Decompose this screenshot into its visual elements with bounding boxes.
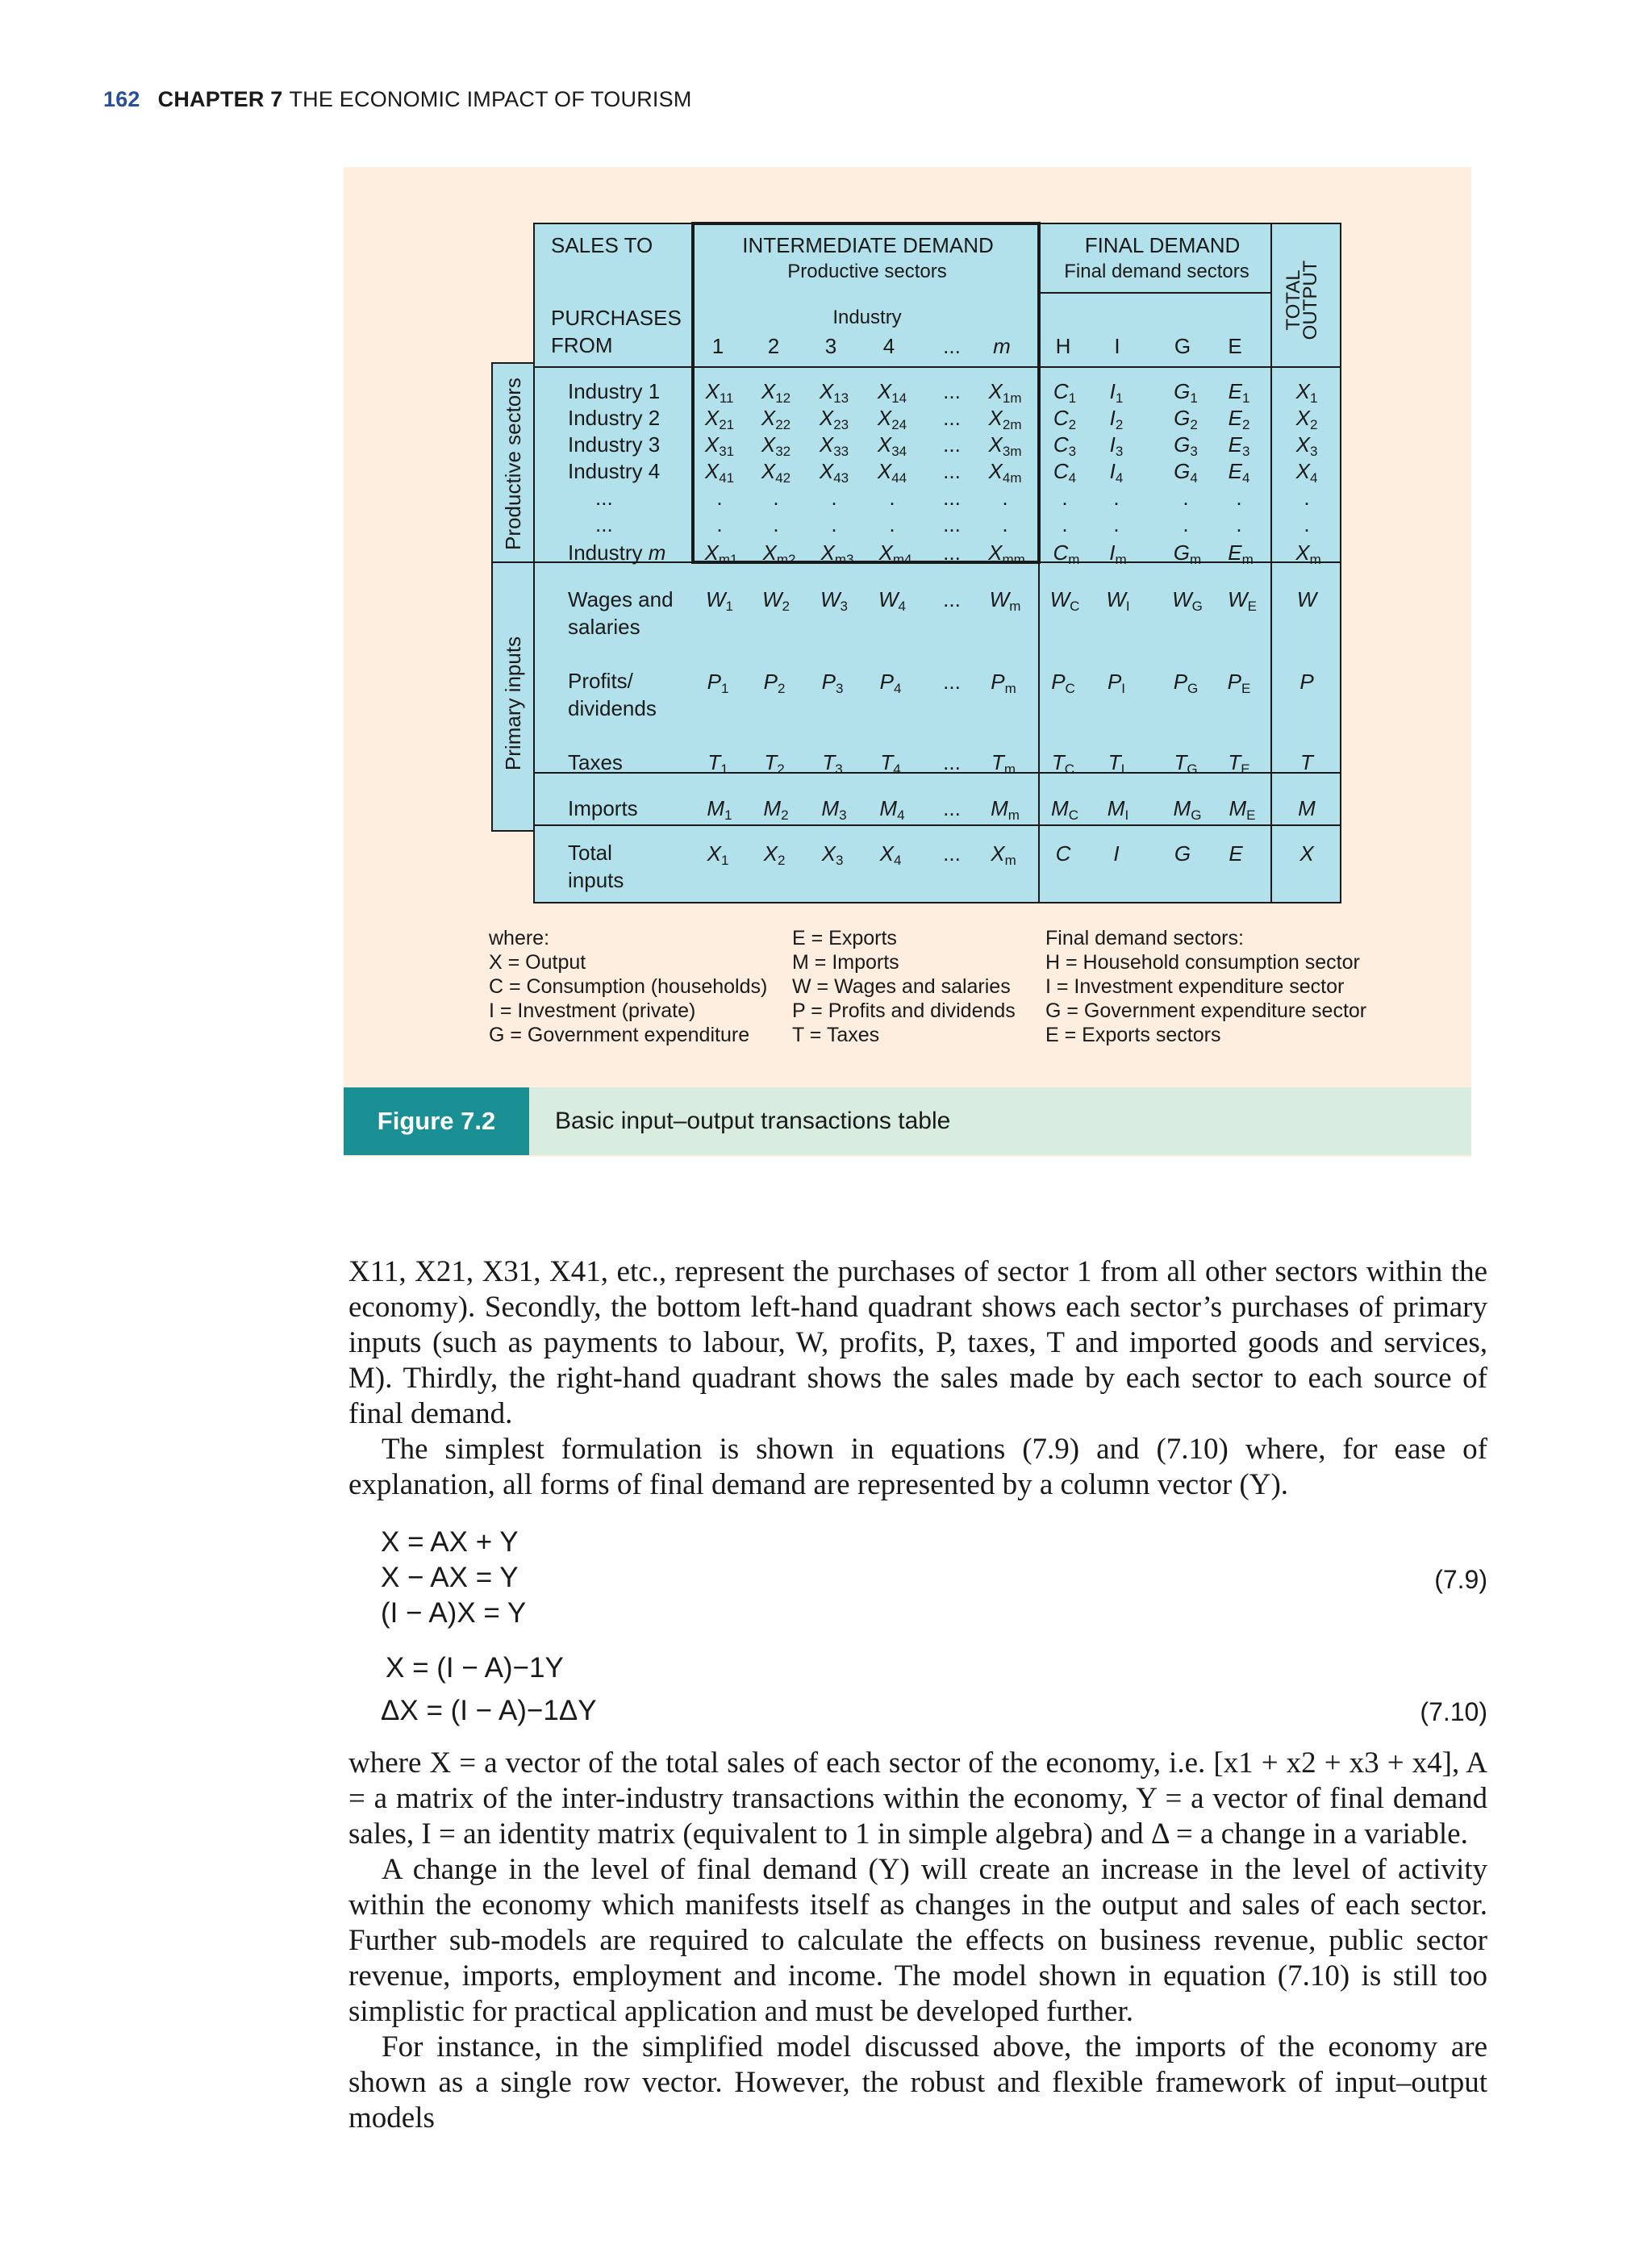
col-header: 4 [882,334,895,358]
chapter-title: THE ECONOMIC IMPACT OF TOURISM [289,87,692,111]
row-label: Industry 2 [568,406,661,430]
output-label: OUTPUT [1299,260,1321,340]
paragraph: X11, X21, X31, X41, etc., represent the purchases of sector 1 from all other sectors within the economy). Secondly, the bottom left-hand quadrant shows each sector’s purchases of primary inputs (such as payments to labour, W, profits, P, taxes, T and imported goods and services, M). Thirdly, the right-hand quadrant shows the sales made by each sector to each source of final demand. [348,1255,1487,1430]
chapter-label: CHAPTER 7 [157,87,283,111]
row-label: inputs [568,868,624,892]
row-label: dividends [568,696,657,720]
purchases-label: PURCHASES [551,306,682,330]
from-label: FROM [551,333,613,357]
row-label: Industry m [568,540,666,565]
paragraph: For instance, in the simplified model discussed above, the imports of the economy are shown as a single row vector. However, the robust and flexible framework of input–output models [348,2030,1487,2134]
row-label: Industry 3 [568,432,661,457]
body-text-bottom [348,1746,1487,2136]
equation: X = (I − A)−1Y [386,1652,564,1684]
row-label: Profits/ [568,669,633,693]
equation-number: (7.10) [1420,1697,1487,1726]
figure-number: Figure 7.2 [344,1087,529,1155]
final-demand-label: FINAL DEMAND [1084,233,1241,257]
col-header: 1 [711,334,724,358]
row-label: Industry 1 [568,379,661,403]
primary-inputs-side-label: Primary inputs [501,636,525,771]
final-col-header: I [1114,334,1120,358]
col-header: m [993,334,1011,358]
row-label: Wages and [568,587,674,611]
sales-to-label: SALES TO [551,233,653,257]
row-label: Imports [568,796,638,820]
equation-number: (7.9) [1434,1565,1487,1594]
total-label: TOTAL [1283,269,1304,331]
productive-sectors-side-label: Productive sectors [501,378,525,550]
paragraph: A change in the level of final demand (Y) will create an increase in the level of activity within the economy which manifests itself as changes in the output and sales of each sector. Further sub-models are required to calculate the effects on business revenue, public sector revenue, imports, employment and income. The model shown in equation (7.10) is still too simplistic for practical application and must be developed further. [348,1853,1487,2028]
paragraph: where X = a vector of the total sales of each sector of the economy, i.e. [x1 + x2 + x3 + x4], A = a matrix of the inter-industry transactions within the economy, Y = a vector of final demand sales, I = an identity matrix (equivalent to 1 in simple algebra) and Δ = a change in a variable. [348,1746,1487,1851]
final-col-header: G [1174,334,1191,358]
equation: (I − A)X = Y [381,1597,527,1629]
productive-sectors-label: Productive sectors [787,261,947,282]
paragraph: The simplest formulation is shown in equations (7.9) and (7.10) where, for ease of explanation, all forms of final demand are represented by a column vector (Y). [348,1433,1487,1501]
equation: X − AX = Y [381,1562,519,1593]
row-label: Industry 4 [568,459,661,483]
row-label: ... [595,512,613,536]
final-demand-sectors-label: Final demand sectors [1064,261,1249,282]
row-label: Taxes [568,750,623,774]
col-header: ... [943,334,961,358]
figure-caption: Basic input–output transactions table [555,1108,951,1134]
col-header: 3 [824,334,837,358]
equation: X = AX + Y [381,1526,519,1558]
industry-label: Industry [832,307,902,328]
row-label: ... [595,486,613,510]
body-text-top [348,1254,1487,1503]
row-label: salaries [568,615,640,639]
col-header: 2 [767,334,780,358]
row-label: Total [568,841,612,865]
equation: ΔX = (I − A)−1ΔY [381,1695,597,1726]
final-col-header: E [1228,334,1242,358]
intermediate-demand-label: INTERMEDIATE DEMAND [742,233,994,257]
final-col-header: H [1055,334,1071,358]
page-number: 162 [103,87,140,111]
